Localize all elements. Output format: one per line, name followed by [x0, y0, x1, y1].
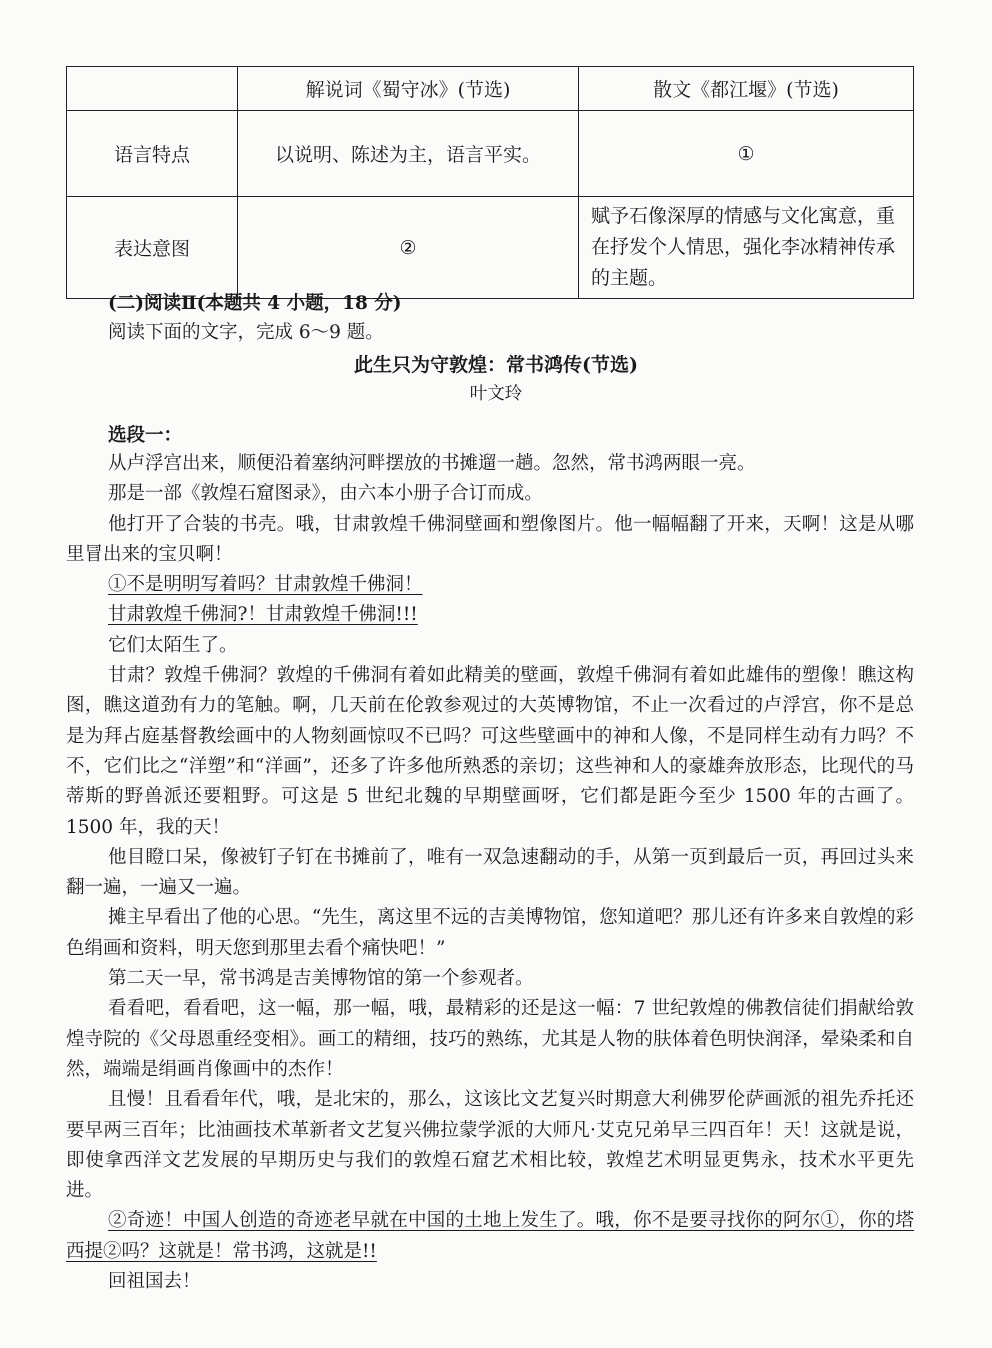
- row-label: 表达意图: [67, 197, 238, 299]
- paragraph: 那是一部《敦煌石窟图录》，由六本小册子合订而成。: [108, 483, 543, 505]
- row-label: 语言特点: [67, 111, 238, 197]
- paragraph: 他打开了合装的书壳。哦，甘肃敦煌千佛洞壁画和塑像图片。他一幅幅翻了开来，天啊！这是从哪里冒出来的宝贝啊！: [66, 513, 914, 565]
- paragraph: 他目瞪口呆，像被钉子钉在书摊前了，唯有一双急速翻动的手，从第一页到最后一页，再回过头来翻一遍，一遍又一遍。: [66, 846, 914, 899]
- blank-marker: ②: [238, 197, 579, 299]
- table-header-cell: 散文《都江堰》(节选): [579, 67, 914, 111]
- underlined-paragraph: [66, 600, 914, 630]
- section-heading: (二)阅读Ⅱ(本题共 4 小题，18 分): [108, 293, 402, 314]
- paragraph: 它们太陌生了。: [108, 634, 238, 656]
- article-author: 叶文玲: [469, 384, 523, 404]
- paragraph: 第二天一早，常书鸿是吉美博物馆的第一个参观者。: [108, 968, 534, 990]
- excerpt-heading: 选段一：: [108, 425, 183, 446]
- underlined-text: 甘肃敦煌千佛洞?！甘肃敦煌千佛洞!!!: [108, 604, 418, 626]
- table-header-row: [67, 67, 914, 111]
- table-cell: 赋予石像深厚的情感与文化寓意，重在抒发个人情思，强化李冰精神传承的主题。: [579, 197, 914, 299]
- paragraph: 看看吧，看看吧，这一幅，那一幅，哦，最精彩的还是这一幅：7 世纪敦煌的佛教信徒们捐献给敦煌寺院的《父母恩重经变相》。画工的精细，技巧的熟练，尤其是人物的肤体着色明快润泽，晕染柔和自然，端端是绢画肖像画中的杰作！: [66, 998, 914, 1080]
- table-header-cell: 解说词《蜀守冰》(节选): [238, 67, 579, 111]
- underlined-paragraph: [66, 1206, 914, 1267]
- underlined-paragraph: [66, 570, 914, 600]
- table-row: [67, 111, 914, 197]
- underlined-text: ②奇迹！中国人创造的奇迹老早就在中国的土地上发生了。哦，你不是要寻找你的阿尔①，你的塔西提②吗？这就是！常书鸿，这就是!!: [66, 1210, 914, 1262]
- comparison-table: [66, 66, 914, 299]
- underlined-text: ①不是明明写着吗？甘肃敦煌千佛洞！: [108, 574, 423, 596]
- table-header-cell: [67, 67, 238, 111]
- article-title: 此生只为守敦煌：常书鸿传(节选): [354, 354, 638, 376]
- blank-marker: ①: [579, 111, 914, 197]
- paragraph: 从卢浮宫出来，顺便沿着塞纳河畔摆放的书摊遛一趟。忽然，常书鸿两眼一亮。: [108, 453, 756, 474]
- paragraph: 且慢！且看看年代，哦，是北宋的，那么，这该比文艺复兴时期意大利佛罗伦萨画派的祖先乔托还要早两三百年；比油画技术革新者文艺复兴佛拉蒙学派的大师凡·艾克兄弟早三四百年！天！这就是说，即使拿西洋文艺发展的早期历史与我们的敦煌石窟艺术相比较，敦煌艺术明显更隽永，技术水平更先进。: [66, 1089, 914, 1202]
- paragraph: 摊主早看出了他的心思。“先生，离这里不远的吉美博物馆，您知道吧？那儿还有许多来自敦煌的彩色绢画和资料，明天您到那里去看个痛快吧！”: [66, 907, 914, 959]
- table-cell: 以说明、陈述为主，语言平实。: [238, 111, 579, 197]
- paragraph: 回祖国去！: [108, 1271, 201, 1293]
- table-row: [67, 197, 914, 299]
- instruction: 阅读下面的文字，完成 6～9 题。: [108, 322, 384, 343]
- paragraph: 甘肃？敦煌千佛洞？敦煌的千佛洞有着如此精美的壁画，敦煌千佛洞有着如此雄伟的塑像！瞧这构图，瞧这道劲有力的笔触。啊，几天前在伦敦参观过的大英博物馆，不止一次看过的卢浮宫，你不是总是为拜占庭基督教绘画中的人物刻画惊叹不已吗？可这些壁画中的神和人像，不是同样生动有力吗？不不，它们比之“洋塑”和“洋画”，还多了许多他所熟悉的亲切；这些神和人的豪雄奔放形态，比现代的马蒂斯的野兽派还要粗野。可这是 5 世纪北魏的早期壁画呀，它们都是距今至少 1500 年的古画了。1500 年，我的天！: [66, 665, 914, 838]
- article-body: [66, 449, 914, 1297]
